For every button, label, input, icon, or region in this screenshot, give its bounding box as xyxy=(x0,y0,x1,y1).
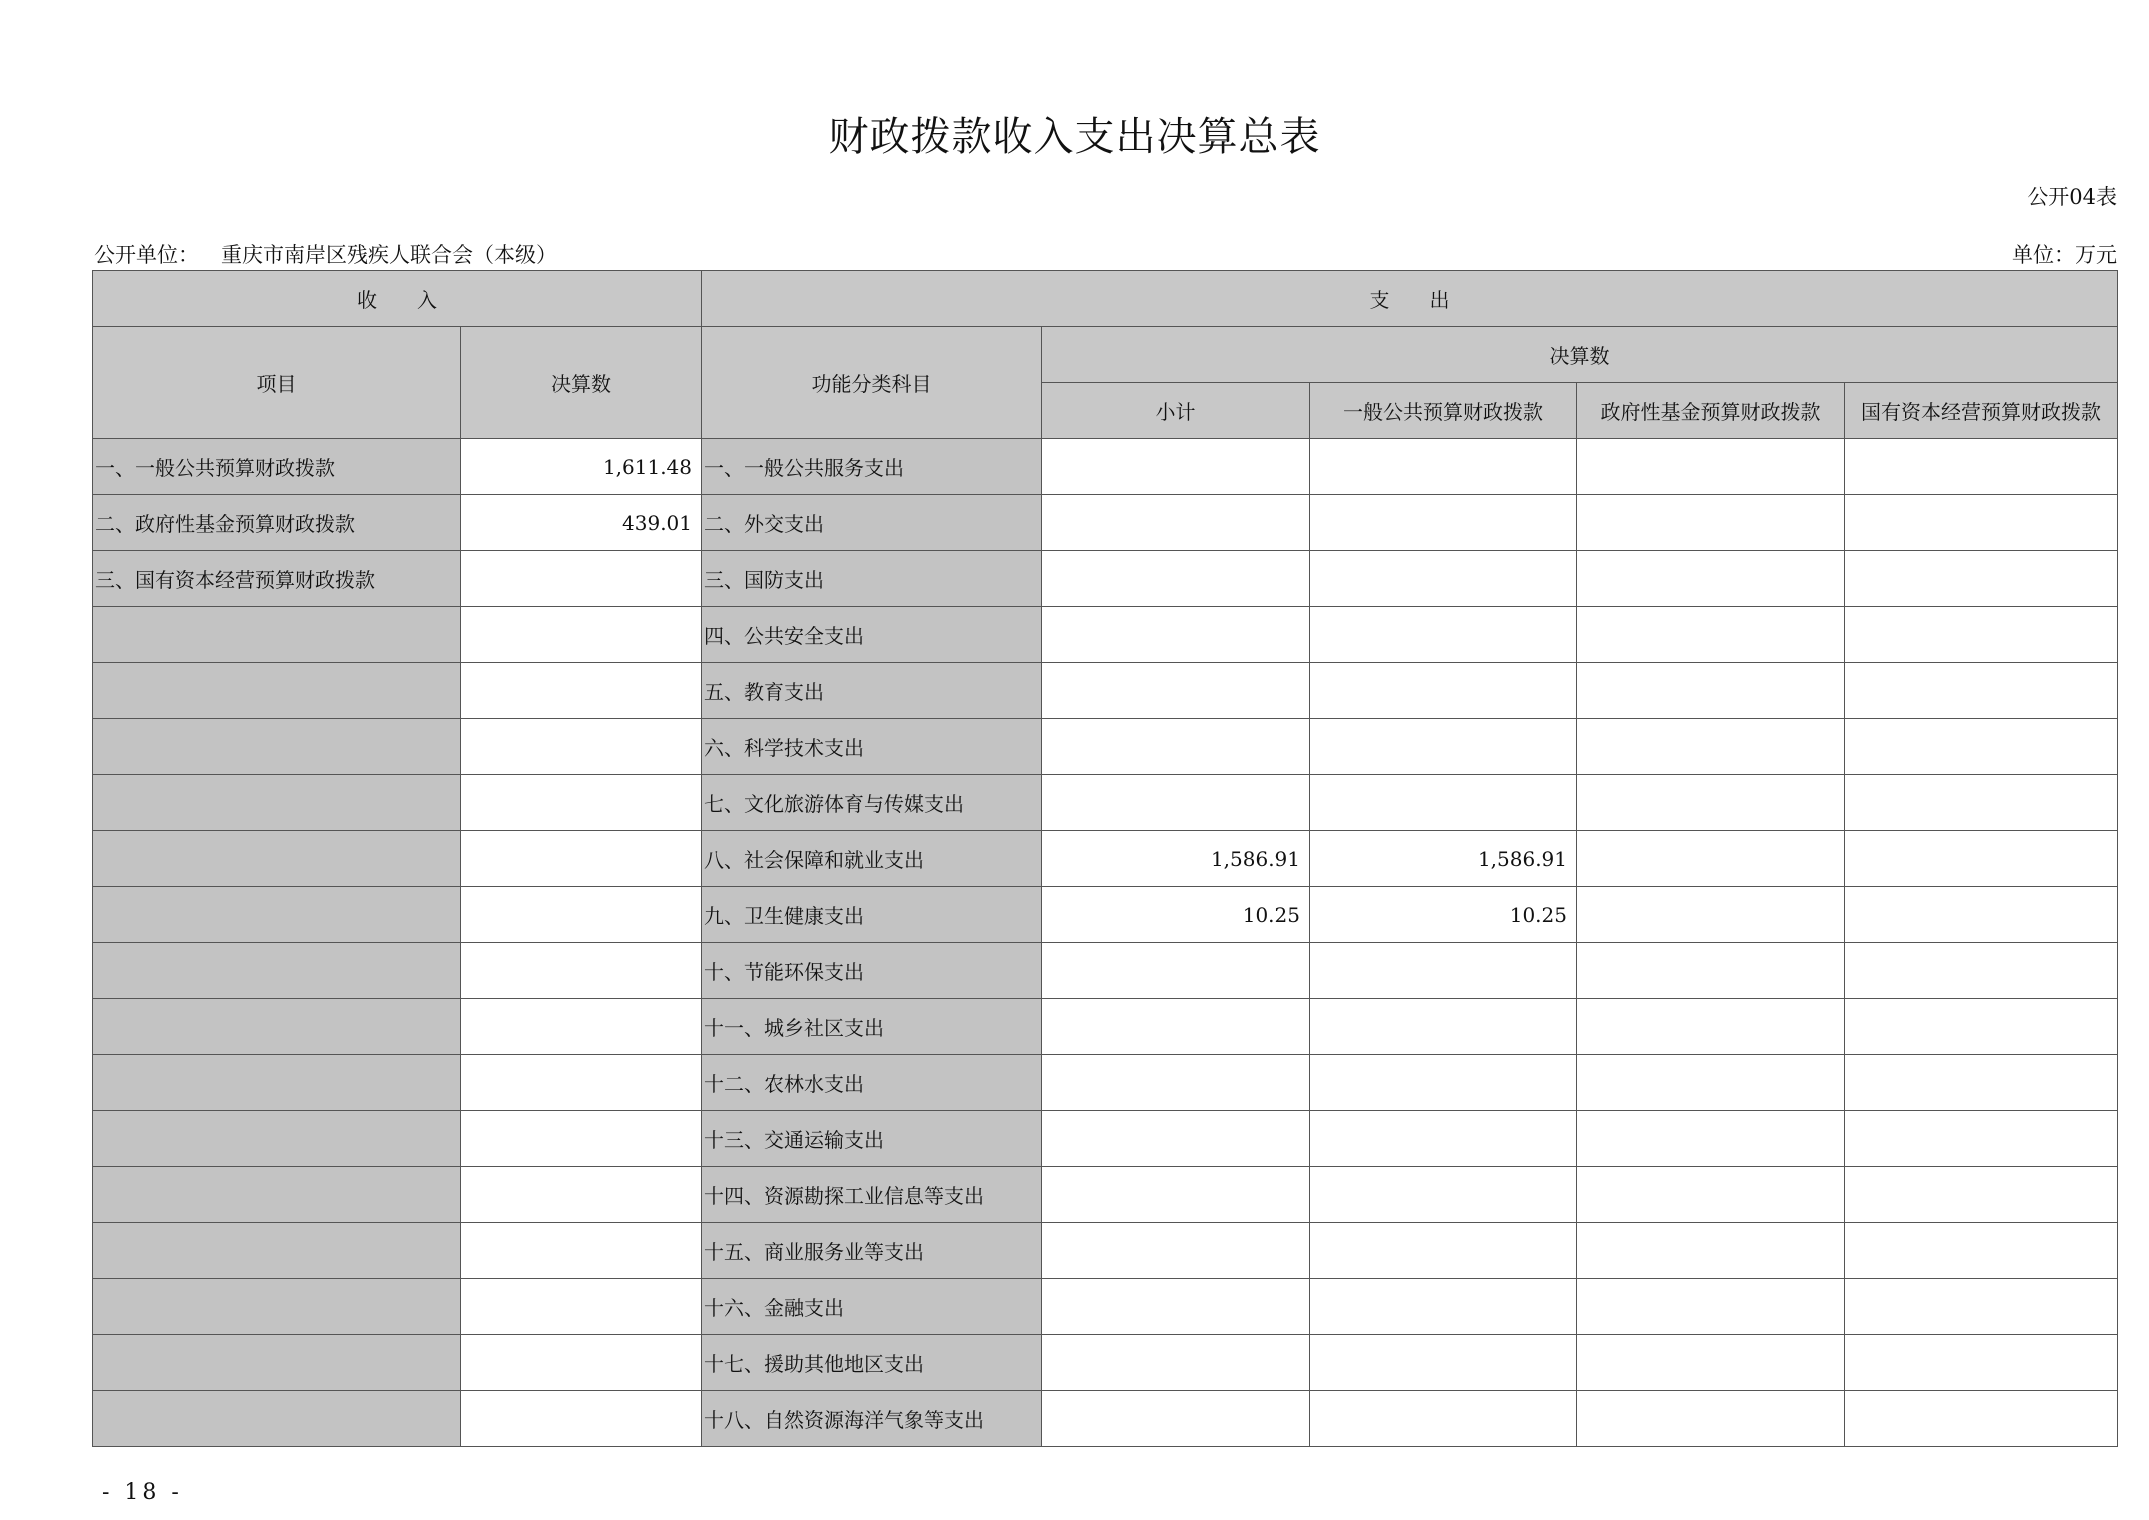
general-budget-cell xyxy=(1310,1391,1577,1447)
table-row xyxy=(93,831,2118,887)
table-row xyxy=(93,607,2118,663)
general-budget-cell xyxy=(1310,1335,1577,1391)
income-item-cell: 二、政府性基金预算财政拨款 xyxy=(93,495,461,551)
unit-name: 重庆市南岸区残疾人联合会（本级） xyxy=(221,243,557,267)
income-item-cell xyxy=(93,1111,461,1167)
income-item-cell xyxy=(93,719,461,775)
income-item-cell xyxy=(93,775,461,831)
function-category-cell: 四、公共安全支出 xyxy=(702,607,1042,663)
income-item-cell xyxy=(93,1279,461,1335)
income-amount-cell xyxy=(461,775,702,831)
subtotal-cell xyxy=(1042,1391,1310,1447)
general-budget-cell xyxy=(1310,775,1577,831)
general-budget-cell xyxy=(1310,1055,1577,1111)
income-amount-cell xyxy=(461,1055,702,1111)
gov-fund-cell xyxy=(1577,1111,1845,1167)
gov-fund-cell xyxy=(1577,1055,1845,1111)
table-row xyxy=(93,719,2118,775)
expense-header: 支 出 xyxy=(702,271,2118,327)
state-capital-cell xyxy=(1845,1055,2118,1111)
function-category-cell: 一、一般公共服务支出 xyxy=(702,439,1042,495)
income-amount-cell xyxy=(461,719,702,775)
income-item-cell xyxy=(93,663,461,719)
table-row xyxy=(93,551,2118,607)
subtotal-cell xyxy=(1042,1055,1310,1111)
function-category-cell: 十七、援助其他地区支出 xyxy=(702,1335,1042,1391)
gov-fund-cell xyxy=(1577,607,1845,663)
state-capital-header: 国有资本经营预算财政拨款 xyxy=(1845,383,2118,439)
income-amount-cell xyxy=(461,999,702,1055)
state-capital-cell xyxy=(1845,607,2118,663)
subtotal-cell xyxy=(1042,1335,1310,1391)
gov-fund-cell xyxy=(1577,943,1845,999)
page-number: - 18 - xyxy=(102,1480,183,1505)
reporting-unit xyxy=(94,239,557,269)
income-amount-cell xyxy=(461,1391,702,1447)
state-capital-cell xyxy=(1845,943,2118,999)
function-category-cell: 三、国防支出 xyxy=(702,551,1042,607)
general-budget-cell xyxy=(1310,999,1577,1055)
gov-fund-cell xyxy=(1577,1167,1845,1223)
income-amount-cell xyxy=(461,663,702,719)
income-item-cell xyxy=(93,607,461,663)
income-item-cell xyxy=(93,1167,461,1223)
general-budget-cell: 10.25 xyxy=(1310,887,1577,943)
table-row xyxy=(93,663,2118,719)
gov-fund-cell xyxy=(1577,719,1845,775)
subtotal-cell xyxy=(1042,495,1310,551)
general-budget-cell xyxy=(1310,663,1577,719)
subtotal-cell xyxy=(1042,775,1310,831)
function-category-cell: 八、社会保障和就业支出 xyxy=(702,831,1042,887)
gov-fund-cell xyxy=(1577,495,1845,551)
income-amount-cell xyxy=(461,887,702,943)
subtotal-cell xyxy=(1042,439,1310,495)
income-item-cell xyxy=(93,1055,461,1111)
state-capital-cell xyxy=(1845,999,2118,1055)
income-item-cell: 三、国有资本经营预算财政拨款 xyxy=(93,551,461,607)
general-budget-cell xyxy=(1310,439,1577,495)
function-category-cell: 十六、金融支出 xyxy=(702,1279,1042,1335)
income-item-cell xyxy=(93,999,461,1055)
table-row xyxy=(93,1055,2118,1111)
general-budget-cell xyxy=(1310,495,1577,551)
income-item-cell xyxy=(93,1391,461,1447)
income-amount-cell xyxy=(461,1223,702,1279)
state-capital-cell xyxy=(1845,663,2118,719)
income-amount-cell xyxy=(461,1279,702,1335)
gov-fund-cell xyxy=(1577,999,1845,1055)
function-category-cell: 五、教育支出 xyxy=(702,663,1042,719)
gov-fund-cell xyxy=(1577,1335,1845,1391)
subtotal-cell xyxy=(1042,1167,1310,1223)
subtotal-cell xyxy=(1042,999,1310,1055)
subtotal-cell xyxy=(1042,1279,1310,1335)
gov-fund-cell xyxy=(1577,831,1845,887)
gov-fund-cell xyxy=(1577,1279,1845,1335)
table-row xyxy=(93,1223,2118,1279)
gov-fund-cell xyxy=(1577,775,1845,831)
subtotal-cell xyxy=(1042,551,1310,607)
income-item-cell xyxy=(93,831,461,887)
table-row xyxy=(93,775,2118,831)
income-item-cell xyxy=(93,1335,461,1391)
function-category-cell: 六、科学技术支出 xyxy=(702,719,1042,775)
function-category-cell: 十五、商业服务业等支出 xyxy=(702,1223,1042,1279)
function-category-header: 功能分类科目 xyxy=(702,327,1042,439)
function-category-cell: 九、卫生健康支出 xyxy=(702,887,1042,943)
gov-fund-cell xyxy=(1577,439,1845,495)
gov-fund-header: 政府性基金预算财政拨款 xyxy=(1577,383,1845,439)
state-capital-cell xyxy=(1845,831,2118,887)
item-header: 项目 xyxy=(93,327,461,439)
function-category-cell: 七、文化旅游体育与传媒支出 xyxy=(702,775,1042,831)
general-budget-cell xyxy=(1310,607,1577,663)
state-capital-cell xyxy=(1845,551,2118,607)
state-capital-cell xyxy=(1845,1167,2118,1223)
income-amount-cell: 439.01 xyxy=(461,495,702,551)
general-budget-cell xyxy=(1310,1111,1577,1167)
state-capital-cell xyxy=(1845,439,2118,495)
table-row xyxy=(93,1279,2118,1335)
subtotal-cell xyxy=(1042,1111,1310,1167)
general-budget-cell xyxy=(1310,943,1577,999)
income-amount-cell xyxy=(461,1167,702,1223)
general-budget-cell xyxy=(1310,1223,1577,1279)
state-capital-cell xyxy=(1845,1391,2118,1447)
table-row xyxy=(93,495,2118,551)
income-amount-cell: 1,611.48 xyxy=(461,439,702,495)
state-capital-cell xyxy=(1845,775,2118,831)
income-header: 收 入 xyxy=(93,271,702,327)
function-category-cell: 十三、交通运输支出 xyxy=(702,1111,1042,1167)
income-amount-cell xyxy=(461,551,702,607)
function-category-cell: 十四、资源勘探工业信息等支出 xyxy=(702,1167,1042,1223)
state-capital-cell xyxy=(1845,1279,2118,1335)
income-amount-cell xyxy=(461,1335,702,1391)
function-category-cell: 十二、农林水支出 xyxy=(702,1055,1042,1111)
gov-fund-cell xyxy=(1577,1223,1845,1279)
income-item-cell xyxy=(93,887,461,943)
table-row xyxy=(93,1167,2118,1223)
table-row xyxy=(93,1391,2118,1447)
income-amount-header: 决算数 xyxy=(461,327,702,439)
gov-fund-cell xyxy=(1577,663,1845,719)
state-capital-cell xyxy=(1845,887,2118,943)
table-row xyxy=(93,439,2118,495)
general-budget-cell xyxy=(1310,1167,1577,1223)
subtotal-cell xyxy=(1042,719,1310,775)
subtotal-cell xyxy=(1042,943,1310,999)
gov-fund-cell xyxy=(1577,887,1845,943)
state-capital-cell xyxy=(1845,495,2118,551)
income-amount-cell xyxy=(461,943,702,999)
income-amount-cell xyxy=(461,607,702,663)
gov-fund-cell xyxy=(1577,1391,1845,1447)
form-number: 公开04表 xyxy=(2027,185,2117,209)
table-row xyxy=(93,887,2118,943)
subtotal-header: 小计 xyxy=(1042,383,1310,439)
table-row xyxy=(93,1111,2118,1167)
unit-label: 公开单位： xyxy=(94,243,199,267)
function-category-cell: 二、外交支出 xyxy=(702,495,1042,551)
income-item-cell xyxy=(93,1223,461,1279)
subtotal-cell xyxy=(1042,663,1310,719)
income-item-cell: 一、一般公共预算财政拨款 xyxy=(93,439,461,495)
state-capital-cell xyxy=(1845,719,2118,775)
general-budget-cell xyxy=(1310,551,1577,607)
subtotal-cell: 10.25 xyxy=(1042,887,1310,943)
general-budget-header: 一般公共预算财政拨款 xyxy=(1310,383,1577,439)
subtotal-cell: 1,586.91 xyxy=(1042,831,1310,887)
state-capital-cell xyxy=(1845,1335,2118,1391)
income-amount-cell xyxy=(461,1111,702,1167)
table-row xyxy=(93,999,2118,1055)
currency-unit: 单位：万元 xyxy=(2012,243,2117,267)
general-budget-cell: 1,586.91 xyxy=(1310,831,1577,887)
table-body xyxy=(93,439,2118,1447)
general-budget-cell xyxy=(1310,719,1577,775)
function-category-cell: 十一、城乡社区支出 xyxy=(702,999,1042,1055)
state-capital-cell xyxy=(1845,1111,2118,1167)
budget-summary-table xyxy=(92,270,2118,1447)
income-item-cell xyxy=(93,943,461,999)
function-category-cell: 十八、自然资源海洋气象等支出 xyxy=(702,1391,1042,1447)
table-row xyxy=(93,1335,2118,1391)
function-category-cell: 十、节能环保支出 xyxy=(702,943,1042,999)
general-budget-cell xyxy=(1310,1279,1577,1335)
table-row xyxy=(93,943,2118,999)
income-amount-cell xyxy=(461,831,702,887)
subtotal-cell xyxy=(1042,1223,1310,1279)
subtotal-cell xyxy=(1042,607,1310,663)
expense-amount-group-header: 决算数 xyxy=(1042,327,2118,383)
gov-fund-cell xyxy=(1577,551,1845,607)
page-title: 财政拨款收入支出决算总表 xyxy=(828,114,1321,160)
state-capital-cell xyxy=(1845,1223,2118,1279)
